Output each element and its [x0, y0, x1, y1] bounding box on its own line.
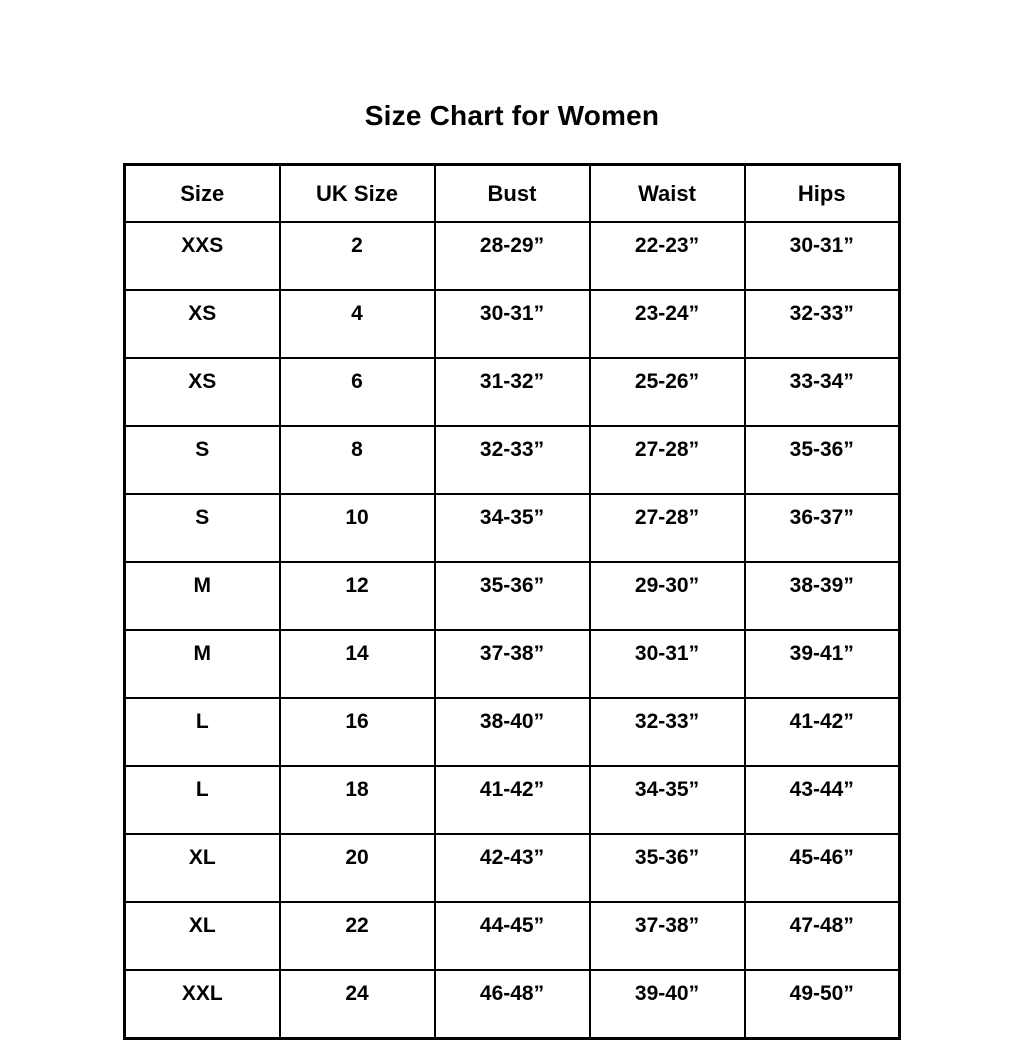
table-cell: 6 [280, 358, 435, 426]
table-cell: 41-42” [435, 766, 590, 834]
table-cell: 4 [280, 290, 435, 358]
table-cell: 20 [280, 834, 435, 902]
table-cell: 10 [280, 494, 435, 562]
table-cell: 41-42” [745, 698, 900, 766]
table-cell: 31-32” [435, 358, 590, 426]
table-cell: 34-35” [435, 494, 590, 562]
table-row [125, 562, 900, 630]
table-cell: 45-46” [745, 834, 900, 902]
column-header-bust: Bust [435, 165, 590, 223]
table-cell: 49-50” [745, 970, 900, 1039]
table-row [125, 902, 900, 970]
table-row [125, 290, 900, 358]
table-cell: M [125, 630, 280, 698]
table-cell: 8 [280, 426, 435, 494]
table-row [125, 834, 900, 902]
size-chart-table [123, 163, 901, 1040]
table-cell: 22-23” [590, 222, 745, 290]
table-cell: 35-36” [590, 834, 745, 902]
table-cell: 46-48” [435, 970, 590, 1039]
table-row [125, 494, 900, 562]
column-header-hips: Hips [745, 165, 900, 223]
table-cell: 35-36” [745, 426, 900, 494]
table-cell: 18 [280, 766, 435, 834]
table-cell: 30-31” [745, 222, 900, 290]
table-cell: XS [125, 358, 280, 426]
table-cell: L [125, 766, 280, 834]
table-row [125, 222, 900, 290]
table-cell: 25-26” [590, 358, 745, 426]
table-cell: 42-43” [435, 834, 590, 902]
table-row [125, 970, 900, 1039]
table-cell: XXL [125, 970, 280, 1039]
table-cell: 34-35” [590, 766, 745, 834]
table-cell: 36-37” [745, 494, 900, 562]
table-cell: L [125, 698, 280, 766]
table-cell: 37-38” [590, 902, 745, 970]
table-cell: M [125, 562, 280, 630]
table-cell: 38-39” [745, 562, 900, 630]
table-row [125, 630, 900, 698]
table-cell: 27-28” [590, 426, 745, 494]
table-cell: 33-34” [745, 358, 900, 426]
table-row [125, 426, 900, 494]
table-cell: 38-40” [435, 698, 590, 766]
table-row [125, 766, 900, 834]
table-cell: 2 [280, 222, 435, 290]
table-cell: 22 [280, 902, 435, 970]
table-cell: 44-45” [435, 902, 590, 970]
column-header-uk-size: UK Size [280, 165, 435, 223]
table-cell: 29-30” [590, 562, 745, 630]
table-cell: 12 [280, 562, 435, 630]
table-row [125, 698, 900, 766]
table-cell: XXS [125, 222, 280, 290]
table-cell: 39-40” [590, 970, 745, 1039]
page-title: Size Chart for Women [364, 100, 660, 131]
table-cell: XL [125, 834, 280, 902]
table-cell: 30-31” [590, 630, 745, 698]
table-cell: 32-33” [435, 426, 590, 494]
column-header-waist: Waist [590, 165, 745, 223]
column-header-size: Size [125, 165, 280, 223]
table-cell: 37-38” [435, 630, 590, 698]
table-cell: 14 [280, 630, 435, 698]
table-cell: 32-33” [590, 698, 745, 766]
table-cell: 32-33” [745, 290, 900, 358]
table-row [125, 358, 900, 426]
table-header [125, 165, 900, 223]
table-cell: 28-29” [435, 222, 590, 290]
table-cell: XS [125, 290, 280, 358]
table-cell: 30-31” [435, 290, 590, 358]
table-cell: S [125, 426, 280, 494]
table-cell: 39-41” [745, 630, 900, 698]
table-header-row [125, 165, 900, 223]
table-cell: 16 [280, 698, 435, 766]
table-body [125, 222, 900, 1039]
table-cell: 47-48” [745, 902, 900, 970]
table-cell: 27-28” [590, 494, 745, 562]
table-cell: 24 [280, 970, 435, 1039]
table-cell: 23-24” [590, 290, 745, 358]
table-cell: S [125, 494, 280, 562]
table-cell: XL [125, 902, 280, 970]
table-cell: 35-36” [435, 562, 590, 630]
table-cell: 43-44” [745, 766, 900, 834]
